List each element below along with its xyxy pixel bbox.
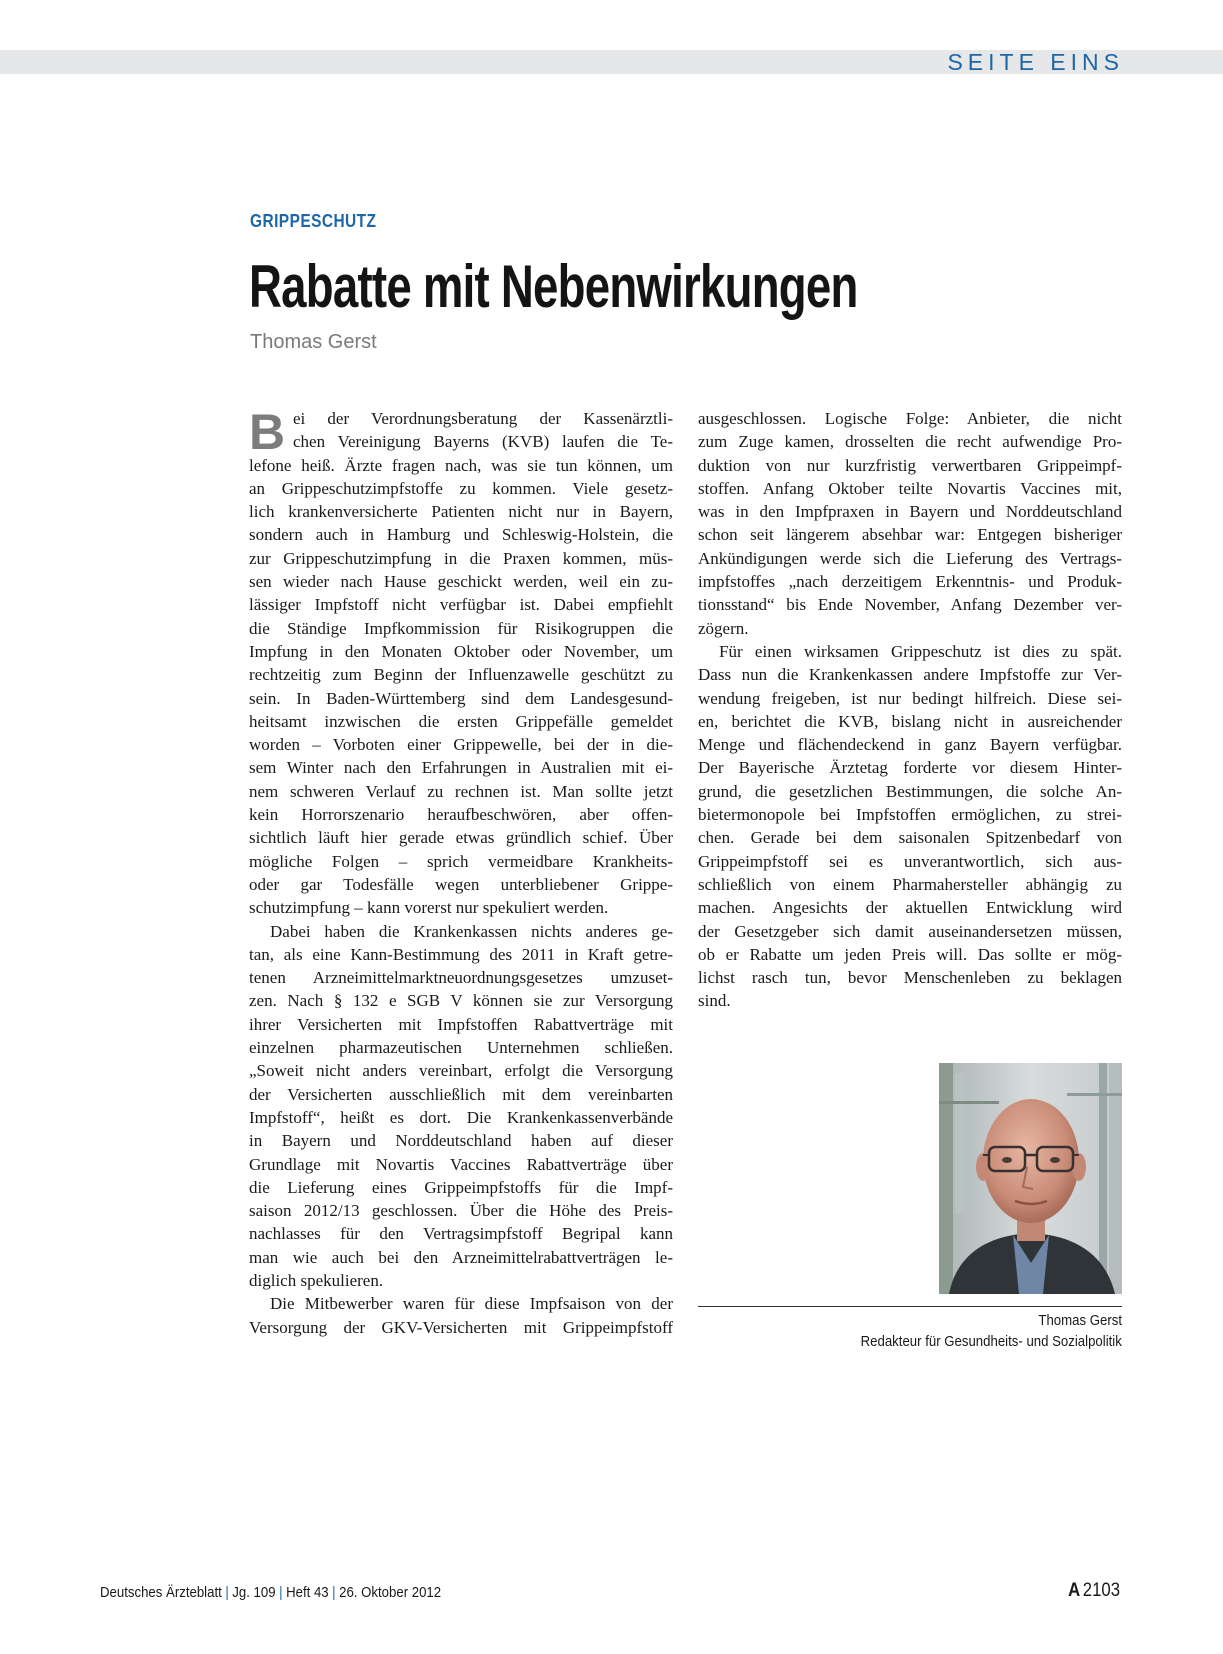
- text-line: „Soweit nicht anders vereinbart, erfolgt die Versorgung: [249, 1061, 673, 1081]
- text-line: sein. In Baden-Württemberg sind dem Landesgesund-: [249, 688, 673, 708]
- text-line: duktion von nur kurzfristig verwertbaren Grippeimpf-: [698, 455, 1122, 475]
- text-line: ihrer Versicherten mit Impfstoffen Rabattverträge mit: [249, 1014, 673, 1034]
- text-line: Menge und flächendeckend in ganz Bayern verfügbar.: [698, 735, 1122, 755]
- text-line: sind.: [698, 991, 731, 1011]
- text-line: saison 2012/13 geschlossen. Über die Höhe des Preis-: [249, 1201, 673, 1221]
- text-line: chen. Gerade bei dem saisonalen Spitzenbedarf von: [698, 828, 1122, 848]
- text-line: tenen Arzneimittelmarktneuordnungsgesetzes umzuset-: [249, 968, 673, 988]
- text-line: heitsamt inzwischen die ersten Grippefälle gemeldet: [249, 711, 673, 731]
- issue-date: 26. Oktober 2012: [339, 1584, 442, 1601]
- text-line: Grundlage mit Novartis Vaccines Rabattverträge über: [249, 1154, 673, 1174]
- text-line: der Versicherten ausschließlich mit dem vereinbarten: [249, 1084, 673, 1104]
- text-line: die Lieferung eines Grippeimpfstoffs für die Impf-: [249, 1177, 673, 1197]
- text-line: en, berichtet die KVB, bislang nicht in ausreichender: [698, 711, 1122, 731]
- text-line: ausgeschlossen. Logische Folge: Anbieter, die nicht: [698, 409, 1122, 428]
- text-line: worden – Vorboten einer Grippewelle, bei der in die-: [249, 735, 673, 755]
- text-line: rechtzeitig zum Beginn der Influenzawelle geschützt zu: [249, 665, 673, 685]
- text-line: zur Grippeschutzimpfung in die Praxen kommen, müs-: [249, 548, 673, 568]
- text-line: zen. Nach § 132 e SGB V können sie zur Versorgung: [249, 991, 673, 1011]
- text-line: kein Horrorszenario heraufbeschwören, aber offen-: [249, 805, 673, 825]
- text-line: einzelnen pharmazeutischen Unternehmen schließen.: [249, 1038, 673, 1058]
- text-line: Ankündigungen werde sich die Lieferung des Vertrags-: [698, 548, 1122, 568]
- journal-volume: Jg. 109: [232, 1584, 276, 1601]
- text-line: schließlich von einem Pharmahersteller abhängig zu: [698, 874, 1122, 894]
- text-line: sen wieder nach Hause geschickt werden, weil ein zu-: [249, 572, 673, 592]
- text-line: Dabei haben die Krankenkassen nichts anderes ge-: [270, 921, 673, 941]
- text-line: Für einen wirksamen Grippeschutz ist dies zu spät.: [719, 641, 1122, 661]
- text-line: Dass nun die Krankenkassen andere Impfstoffe zur Ver-: [698, 665, 1122, 685]
- journal-name: Deutsches Ärzteblatt: [100, 1584, 222, 1601]
- page-number: [1068, 1579, 1120, 1603]
- text-line: man wie auch bei den Arzneimittelrabattverträgen le-: [249, 1247, 673, 1267]
- section-label: SEITE EINS: [947, 49, 1124, 75]
- text-line: sichtlich läuft hier gerade etwas gründlich schief. Über: [249, 828, 673, 848]
- footer-separator: |: [332, 1584, 336, 1601]
- article-kicker: GRIPPESCHUTZ: [250, 211, 377, 231]
- article-byline: Thomas Gerst: [250, 331, 377, 353]
- drop-cap: B: [249, 404, 286, 460]
- text-line: chen Vereinigung Bayerns (KVB) laufen die Te-: [293, 432, 673, 452]
- text-line: schutzimpfung – kann vorerst nur spekuliert werden.: [249, 898, 609, 918]
- article-title: Rabatte mit Nebenwirkungen: [249, 253, 858, 320]
- footer-separator: |: [225, 1584, 229, 1601]
- article-column-right: [698, 407, 1122, 1013]
- text-line: wendung freigeben, ist nur bedingt hilfreich. Diese sei-: [698, 688, 1122, 708]
- text-line: sondern auch in Hamburg und Schleswig-Holstein, die: [249, 525, 673, 545]
- text-line: Impfung in den Monaten Oktober oder November, um: [249, 641, 673, 661]
- text-line: schon seit längerem absehbar war: Entgegen bisheriger: [698, 525, 1122, 545]
- text-line: machen. Angesichts der aktuellen Entwicklung wird: [698, 898, 1122, 918]
- text-line: nem schweren Verlauf zu rechnen ist. Man sollte jetzt: [249, 781, 673, 801]
- text-line: stoffen. Anfang Oktober teilte Novartis Vaccines mit,: [698, 478, 1122, 498]
- footer-separator: |: [279, 1584, 283, 1601]
- page-footer: [100, 1583, 441, 1603]
- text-line: Die Mitbewerber waren für diese Impfsaison von der: [270, 1294, 673, 1314]
- journal-issue: Heft 43: [286, 1584, 329, 1601]
- text-line: grund, die gesetzlichen Bestimmungen, die solche An-: [698, 781, 1122, 801]
- text-line: was in den Impfpraxen in Bayern und Norddeutschland: [698, 502, 1122, 522]
- text-line: Impfstoff“, heißt es dort. Die Krankenkassenverbände: [249, 1107, 673, 1127]
- text-line: der Gesetzgeber sich damit auseinandersetzen müssen,: [698, 921, 1122, 941]
- text-line: zögern.: [698, 618, 749, 638]
- text-line: zum Zuge kamen, drosselten die recht aufwendige Pro-: [698, 432, 1122, 452]
- text-line: Grippeimpfstoff sei es unverantwortlich, sich aus-: [698, 851, 1122, 871]
- text-line: tan, als eine Kann-Bestimmung des 2011 in Kraft getre-: [249, 944, 673, 964]
- text-line: mögliche Folgen – sprich vermeidbare Krankheits-: [249, 851, 673, 871]
- text-line: ob er Rabatte um jeden Preis will. Das sollte er mög-: [698, 944, 1122, 964]
- author-role: Redakteur für Gesundheits- und Sozialpolitik: [860, 1333, 1122, 1350]
- text-line: die Ständige Impfkommission für Risikogruppen die: [249, 618, 673, 638]
- text-line: lefone heiß. Ärzte fragen nach, was sie tun können, um: [249, 455, 673, 475]
- text-line: an Grippeschutzimpfstoffe zu kommen. Viele gesetz-: [249, 478, 673, 498]
- page-number-value: 2103: [1082, 1580, 1120, 1601]
- text-line: bietermonopole bei Impfstoffen ermöglichen, zu strei-: [698, 805, 1122, 825]
- article-column-left: [249, 404, 673, 1339]
- text-line: lässiger Impfstoff nicht verfügbar ist. Dabei empfiehlt: [249, 595, 673, 615]
- text-line: diglich spekulieren.: [249, 1270, 384, 1290]
- text-line: impfstoffes „nach derzeitigem Erkenntnis- und Produk-: [698, 572, 1122, 592]
- author-portrait: [939, 1063, 1122, 1294]
- text-line: ei der Verordnungsberatung der Kassenärztli-: [293, 409, 673, 428]
- text-line: in Bayern und Norddeutschland haben auf dieser: [249, 1131, 673, 1151]
- author-name: Thomas Gerst: [1038, 1312, 1122, 1329]
- page-prefix: A: [1068, 1580, 1081, 1601]
- text-line: nachlasses für den Vertragsimpfstoff Begripal kann: [249, 1224, 673, 1244]
- text-line: sem Winter nach den Erfahrungen in Australien mit ei-: [249, 758, 673, 778]
- text-line: oder gar Todesfälle wegen unterbliebener Grippe-: [249, 874, 673, 894]
- text-line: tionsstand“ bis Ende November, Anfang Dezember ver-: [698, 595, 1122, 615]
- text-line: lich krankenversicherte Patienten nicht nur in Bayern,: [249, 502, 673, 522]
- text-line: lichst rasch tun, bevor Menschenleben zu beklagen: [698, 968, 1122, 988]
- text-line: Der Bayerische Ärztetag forderte vor diesem Hinter-: [698, 758, 1122, 778]
- text-line: Versorgung der GKV-Versicherten mit Grippeimpfstoff: [249, 1317, 673, 1337]
- caption-divider: [698, 1306, 1122, 1307]
